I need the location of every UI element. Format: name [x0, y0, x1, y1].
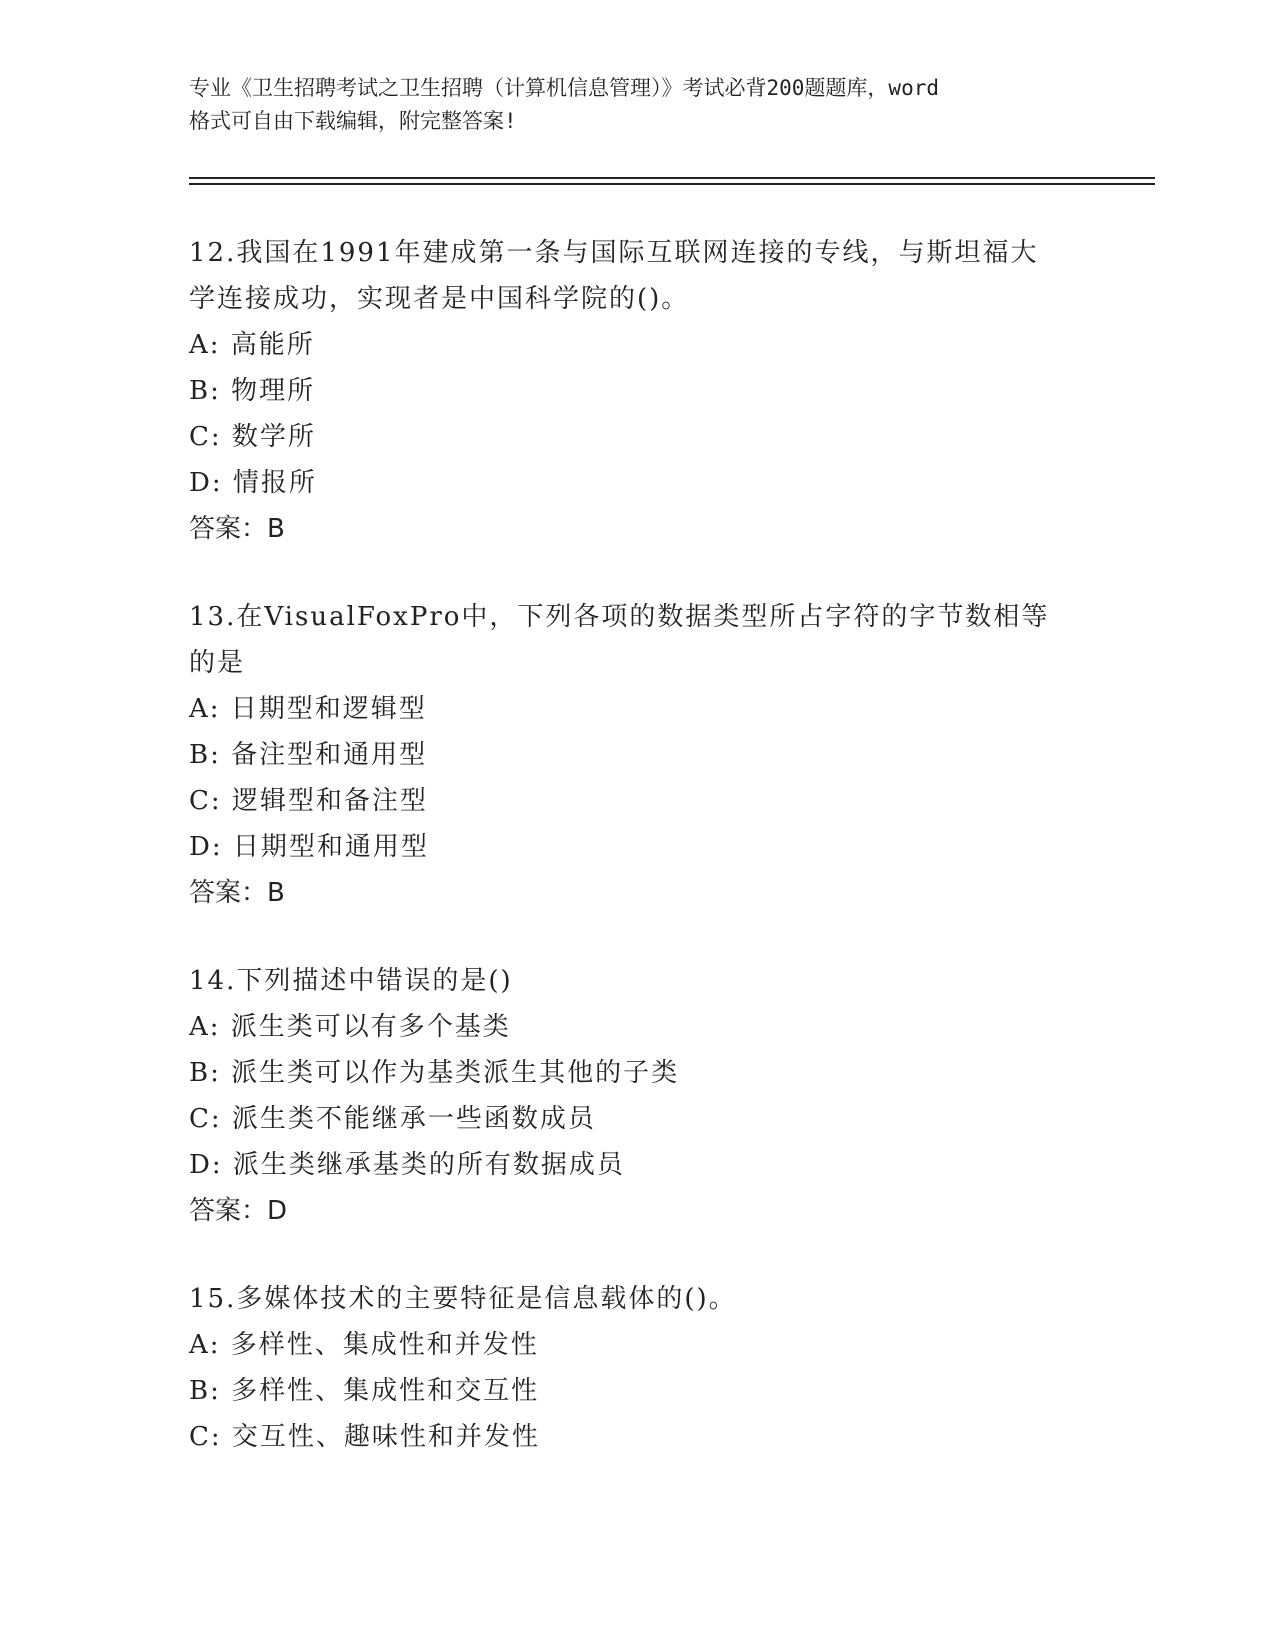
document-header	[189, 72, 1089, 138]
question-stem: 15.多媒体技术的主要特征是信息载体的()。	[189, 1284, 737, 1314]
question-15	[189, 1276, 1089, 1460]
option-c: C: 派生类不能继承一些函数成员	[189, 1104, 596, 1134]
option-c: C: 交互性、趣味性和并发性	[189, 1422, 540, 1452]
header-line-2: 格式可自由下载编辑，附完整答案!	[189, 109, 517, 133]
option-c: C: 数学所	[189, 422, 316, 452]
answer: 答案：D	[189, 1196, 288, 1226]
option-b: B: 派生类可以作为基类派生其他的子类	[189, 1058, 680, 1088]
option-a: A: 高能所	[189, 330, 315, 360]
option-a: A: 日期型和逻辑型	[189, 694, 427, 724]
option-a: A: 多样性、集成性和并发性	[189, 1330, 539, 1360]
option-b: B: 备注型和通用型	[189, 740, 428, 770]
question-stem: 13.在VisualFoxPro中，下列各项的数据类型所占字符的字节数相等	[189, 602, 1050, 632]
option-c: C: 逻辑型和备注型	[189, 786, 428, 816]
answer: 答案：B	[189, 878, 285, 908]
question-stem: 14.下列描述中错误的是()	[189, 966, 513, 996]
header-rule-top	[189, 177, 1155, 179]
option-b: B: 多样性、集成性和交互性	[189, 1376, 540, 1406]
answer: 答案：B	[189, 514, 285, 544]
option-d: D: 派生类继承基类的所有数据成员	[189, 1150, 625, 1180]
question-13	[189, 594, 1089, 916]
question-stem-continued: 学连接成功，实现者是中国科学院的()。	[189, 284, 690, 314]
question-stem-continued: 的是	[189, 648, 246, 678]
question-14	[189, 958, 1089, 1234]
option-d: D: 日期型和通用型	[189, 832, 429, 862]
option-b: B: 物理所	[189, 376, 316, 406]
option-a: A: 派生类可以有多个基类	[189, 1012, 511, 1042]
header-rule-bottom	[189, 183, 1155, 185]
question-12	[189, 230, 1089, 552]
header-line-1: 专业《卫生招聘考试之卫生招聘（计算机信息管理）》考试必背200题题库，word	[189, 76, 939, 100]
option-d: D: 情报所	[189, 468, 317, 498]
question-stem: 12.我国在1991年建成第一条与国际互联网连接的专线，与斯坦福大	[189, 238, 1039, 268]
question-list	[189, 230, 1089, 1502]
